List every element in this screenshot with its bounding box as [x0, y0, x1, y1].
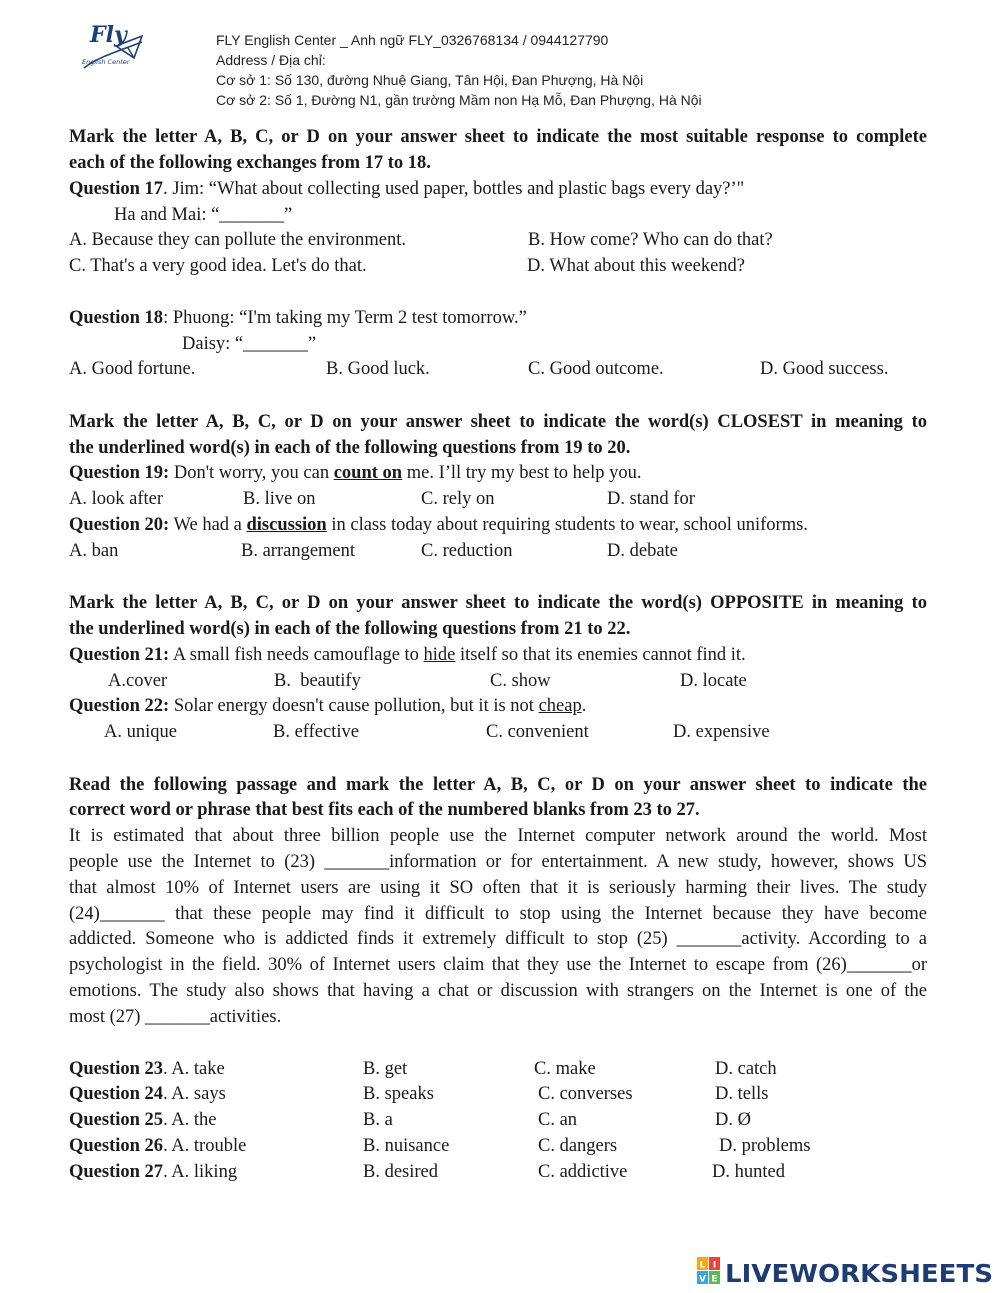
q19-label: Question 19: — [69, 463, 170, 483]
question-26 — [69, 1136, 246, 1157]
q17-option-d[interactable]: D. What about this weekend? — [527, 256, 745, 276]
q20-option-c[interactable]: C. reduction — [421, 541, 513, 561]
q20-text-after: in class today about requiring students to wear, school uniforms. — [326, 515, 808, 535]
q22-label: Question 22: — [69, 696, 170, 716]
q26-option-c[interactable]: C. dangers — [538, 1136, 618, 1156]
q19-text-before: Don't worry, you can — [169, 463, 334, 483]
section4-instruction-line2: correct word or phrase that best fits each of the numbered blanks from 23 to 27. — [69, 800, 700, 820]
q27-option-b[interactable]: B. desired — [363, 1162, 439, 1182]
q26-option-b[interactable]: B. nuisance — [363, 1136, 450, 1156]
q23-option-d[interactable]: D. catch — [715, 1059, 777, 1079]
q25-option-a[interactable]: . A. the — [163, 1110, 217, 1130]
q20-option-a[interactable]: A. ban — [69, 541, 119, 561]
q24-label: Question 24 — [69, 1084, 164, 1104]
q24-option-b[interactable]: B. speaks — [363, 1084, 434, 1104]
header-line-3: Cơ sở 1: Số 130, đường Nhuệ Giang, Tân Hội, Đan Phượng, Hà Nội — [216, 72, 644, 88]
q20-option-b[interactable]: B. arrangement — [241, 541, 356, 561]
q17-option-a[interactable]: A. Because they can pollute the environment. — [69, 230, 407, 250]
q22-option-d[interactable]: D. expensive — [673, 722, 770, 742]
q19-option-b[interactable]: B. live on — [243, 489, 316, 509]
q18-reply: Daisy: “_______” — [182, 334, 317, 354]
q20-option-d[interactable]: D. debate — [607, 541, 678, 561]
q21-text-after: itself so that its enemies cannot find it. — [455, 645, 746, 665]
header-line-4: Cơ sở 2: Số 1, Đường N1, gần trường Mầm non Hạ Mỗ, Đan Phượng, Hà Nội — [216, 92, 702, 108]
q23-option-a[interactable]: . A. take — [163, 1059, 225, 1079]
q27-option-c[interactable]: C. addictive — [538, 1162, 628, 1182]
question-27 — [69, 1162, 237, 1183]
q18-label: Question 18 — [69, 308, 164, 328]
q22-option-a[interactable]: A. unique — [104, 722, 177, 742]
question-24 — [69, 1084, 226, 1105]
q21-option-a[interactable]: A.cover — [108, 671, 168, 691]
q18-option-d[interactable]: D. Good success. — [760, 359, 889, 379]
q24-option-a[interactable]: . A. says — [163, 1084, 226, 1104]
q24-option-c[interactable]: C. converses — [538, 1084, 633, 1104]
q23-option-b[interactable]: B. get — [363, 1059, 408, 1079]
q19-option-d[interactable]: D. stand for — [607, 489, 695, 509]
question-23 — [69, 1059, 225, 1080]
question-25 — [69, 1110, 217, 1131]
question-21 — [69, 645, 746, 666]
logo-brand-text: Fly — [90, 22, 127, 48]
header-line-2: Address / Địa chỉ: — [216, 52, 326, 68]
q27-label: Question 27 — [69, 1162, 164, 1182]
section1-instruction-line1: Mark the letter A, B, C, or D on your answer sheet to indicate the most suitable response to complete — [69, 127, 927, 147]
q22-option-b[interactable]: B. effective — [273, 722, 359, 742]
cube-letter-v: V — [699, 1274, 706, 1285]
q23-option-c[interactable]: C. make — [534, 1059, 596, 1079]
q20-text-before: We had a — [169, 515, 247, 535]
q17-option-c[interactable]: C. That's a very good idea. Let's do that. — [69, 256, 367, 276]
q21-option-c[interactable]: C. show — [490, 671, 551, 691]
q20-label: Question 20: — [69, 515, 170, 535]
q19-option-c[interactable]: C. rely on — [421, 489, 495, 509]
q21-option-d[interactable]: D. locate — [680, 671, 747, 691]
header-line-1: FLY English Center _ Anh ngữ FLY_0326768134 / 0944127790 — [216, 32, 609, 48]
passage-line-4: (24)_______ that these people may find it difficult to stop using the Internet because they have become — [69, 904, 927, 924]
passage-line-2: people use the Internet to (23) _______information or for entertainment. A new study, however, shows US — [69, 852, 927, 872]
paper-plane-logo-icon — [76, 18, 148, 80]
question-18 — [69, 308, 527, 329]
q17-option-b[interactable]: B. How come? Who can do that? — [528, 230, 773, 250]
q22-underlined-word: cheap — [538, 696, 582, 716]
q25-label: Question 25 — [69, 1110, 164, 1130]
q17-reply: Ha and Mai: “_______” — [114, 205, 293, 225]
q18-option-c[interactable]: C. Good outcome. — [528, 359, 664, 379]
q18-option-b[interactable]: B. Good luck. — [326, 359, 430, 379]
passage-line-6: psychologist in the field. 30% of Internet users claim that they use the Internet to escape from (26)_______or — [69, 955, 927, 975]
q25-option-d[interactable]: D. Ø — [715, 1110, 751, 1130]
q20-underlined-word: discussion — [246, 515, 327, 535]
q17-prompt: . Jim: “What about collecting used paper, bottles and plastic bags every day?’" — [163, 179, 745, 199]
passage-line-7: emotions. The study also shows that having a chat or discussion with strangers on the Internet is one of the — [69, 981, 927, 1001]
q17-label: Question 17 — [69, 179, 164, 199]
q22-option-c[interactable]: C. convenient — [486, 722, 589, 742]
q21-text-before: A small fish needs camouflage to — [169, 645, 424, 665]
q26-label: Question 26 — [69, 1136, 164, 1156]
passage-line-5: addicted. Someone who is addicted finds it extremely difficult to stop (25) _______activity. According to a — [69, 929, 927, 949]
q22-text-before: Solar energy doesn't cause pollution, but it is not — [169, 696, 539, 716]
section1-instruction-line2: each of the following exchanges from 17 to 18. — [69, 153, 431, 173]
q26-option-a[interactable]: . A. trouble — [163, 1136, 247, 1156]
question-17 — [69, 179, 744, 200]
q21-option-b[interactable]: B. beautify — [274, 671, 361, 691]
cube-letter-i: I — [712, 1260, 717, 1271]
liveworksheets-logo — [697, 1255, 997, 1287]
q25-option-b[interactable]: B. a — [363, 1110, 393, 1130]
q22-text-after: . — [581, 696, 587, 716]
q21-label: Question 21: — [69, 645, 170, 665]
question-20 — [69, 515, 808, 536]
section2-instruction-line1: Mark the letter A, B, C, or D on your answer sheet to indicate the word(s) CLOSEST in meaning to — [69, 412, 927, 432]
section3-instruction-line1: Mark the letter A, B, C, or D on your answer sheet to indicate the word(s) OPPOSITE in meaning to — [69, 593, 927, 613]
q21-underlined-word: hide — [423, 645, 456, 665]
q19-underlined-word: count on — [333, 463, 403, 483]
section2-instruction-line2: the underlined word(s) in each of the following questions from 19 to 20. — [69, 438, 631, 458]
question-19 — [69, 463, 642, 484]
section3-instruction-line2: the underlined word(s) in each of the following questions from 21 to 22. — [69, 619, 631, 639]
live-cube-icon — [697, 1257, 720, 1285]
liveworksheets-brand-text: LIVEWORKSHEETS — [725, 1259, 993, 1287]
fly-logo — [76, 18, 148, 80]
q24-option-d[interactable]: D. tells — [715, 1084, 769, 1104]
q18-prompt: : Phuong: “I'm taking my Term 2 test tomorrow.” — [163, 308, 527, 328]
q18-option-a[interactable]: A. Good fortune. — [69, 359, 196, 379]
q25-option-c[interactable]: C. an — [538, 1110, 578, 1130]
question-22 — [69, 696, 586, 717]
passage-line-1: It is estimated that about three billion people use the Internet computer network around the world. Most — [69, 826, 927, 846]
q23-label: Question 23 — [69, 1059, 164, 1079]
passage-line-8: most (27) _______activities. — [69, 1007, 282, 1027]
q19-option-a[interactable]: A. look after — [69, 489, 164, 509]
liveworksheets-watermark — [697, 1255, 997, 1287]
cube-letter-e: E — [711, 1274, 718, 1285]
cube-letter-l: L — [699, 1260, 706, 1271]
q27-option-a[interactable]: . A. liking — [163, 1162, 238, 1182]
q27-option-d[interactable]: D. hunted — [712, 1162, 785, 1182]
q26-option-d[interactable]: D. problems — [719, 1136, 811, 1156]
section4-instruction-line1: Read the following passage and mark the letter A, B, C, or D on your answer sheet to indicate the — [69, 775, 927, 795]
q19-text-after: me. I’ll try my best to help you. — [402, 463, 642, 483]
passage-line-3: that almost 10% of Internet users are using it SO often that it is seriously harming their lives. The study — [69, 878, 927, 898]
logo-tagline-text: English Center — [82, 58, 130, 66]
